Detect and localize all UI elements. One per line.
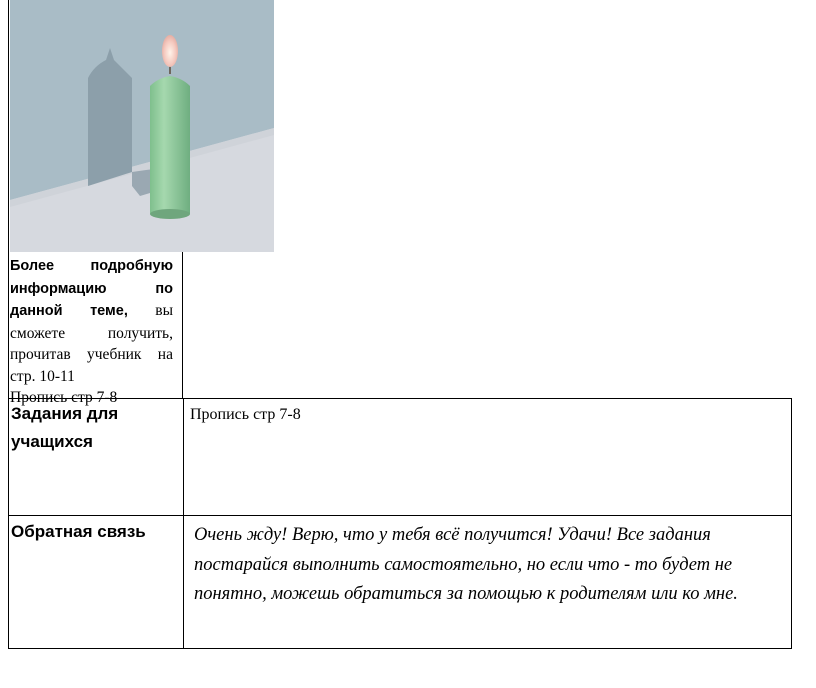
table-row: [9, 516, 792, 649]
candle-body: [150, 76, 190, 218]
tasks-table: [8, 398, 792, 649]
table-row: [9, 399, 792, 516]
flame: [162, 35, 178, 67]
info-page-reference: Пропись стр 7-8: [10, 389, 118, 406]
tasks-label: Задания для учащихся: [11, 404, 119, 451]
info-regular-text: вы сможете получить, прочитав учебник на стр. 10-11: [10, 302, 173, 385]
row-label-cell: [9, 399, 184, 516]
info-bold-text: Более подробную информацию по данной теме,: [10, 258, 173, 319]
feedback-value: Очень жду! Верю, что у тебя всё получится! Удачи! Все задания постарайся выполнить самостоятельно, но если что - то будет не понятно, можешь обратиться за помощью к родителям или ко мне.: [194, 525, 738, 604]
candle-illustration: [10, 0, 274, 252]
feedback-label: Обратная связь: [11, 522, 146, 541]
row-value-cell: [184, 399, 792, 516]
info-text: [10, 255, 173, 409]
row-value-cell: [184, 516, 792, 649]
row-label-cell: [9, 516, 184, 649]
tasks-value: Пропись стр 7-8: [190, 406, 301, 423]
info-paragraph: [10, 255, 173, 387]
